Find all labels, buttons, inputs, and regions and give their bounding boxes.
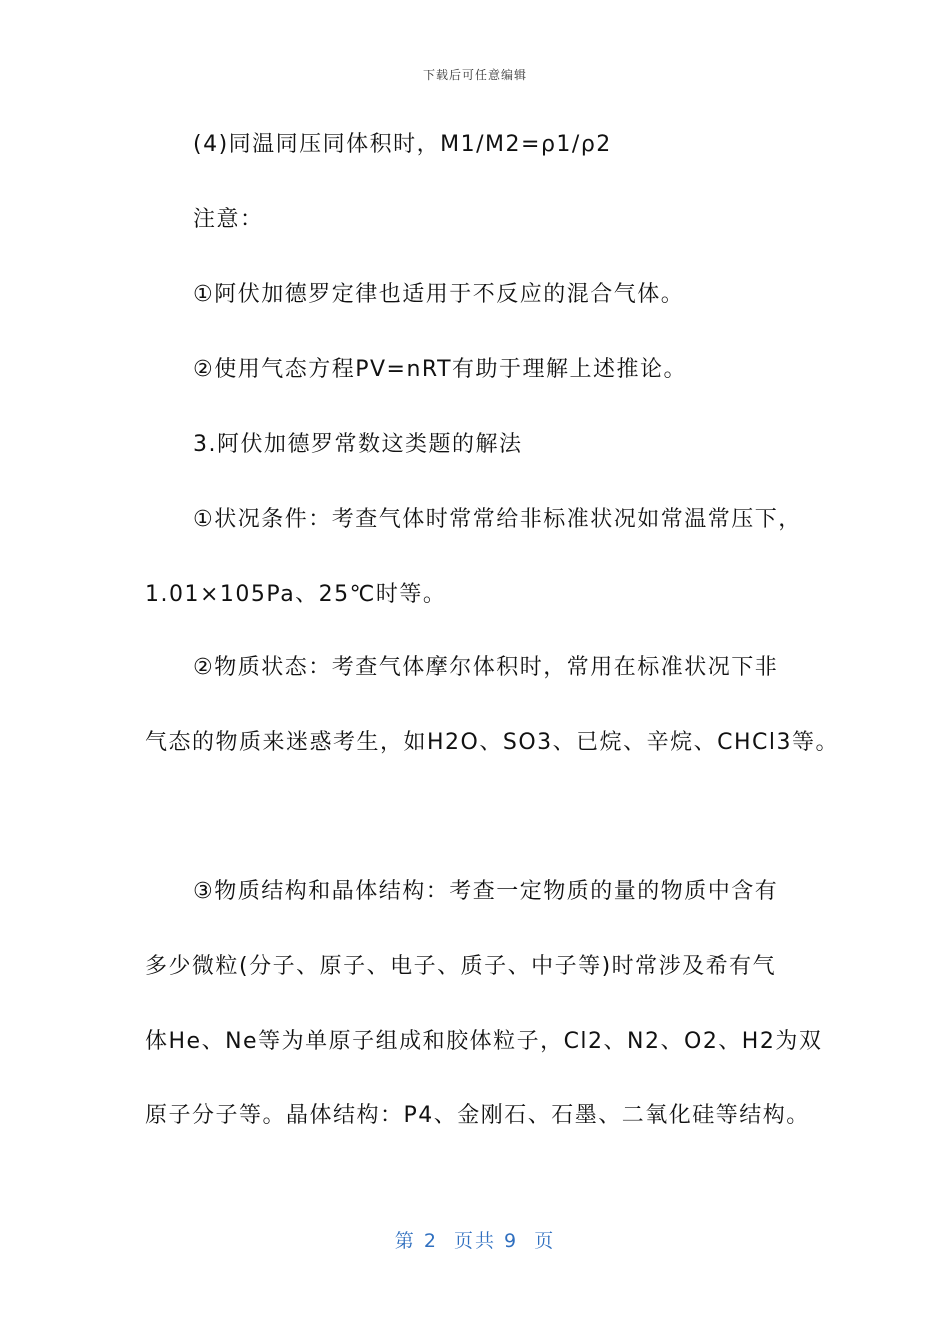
paragraph-line: 体He、Ne等为单原子组成和胶体粒子，Cl2、N2、O2、H2为双 <box>145 1029 823 1054</box>
paragraph-line: (4)同温同压同体积时，M1/M2=ρ1/ρ2 <box>193 132 612 157</box>
paragraph-line: 气态的物质来迷惑考生，如H2O、SO3、已烷、辛烷、CHCl3等。 <box>145 730 840 755</box>
paragraph-line: ①状况条件：考查气体时常常给非标准状况如常温常压下， <box>193 507 802 532</box>
paragraph-line: 原子分子等。晶体结构：P4、金刚石、石墨、二氧化硅等结构。 <box>145 1103 810 1128</box>
paragraph-line: ②使用气态方程PV=nRT有助于理解上述推论。 <box>193 357 688 382</box>
paragraph-line: ①阿伏加德罗定律也适用于不反应的混合气体。 <box>193 282 685 307</box>
paragraph-line: ③物质结构和晶体结构：考查一定物质的量的物质中含有 <box>193 879 779 904</box>
paragraph-line: 注意： <box>193 207 264 232</box>
section-heading: 3.阿伏加德罗常数这类题的解法 <box>193 432 523 457</box>
paragraph-line: ②物质状态：考查气体摩尔体积时，常用在标准状况下非 <box>193 655 779 680</box>
paragraph-line: 多少微粒(分子、原子、电子、质子、中子等)时常涉及希有气 <box>145 954 777 979</box>
header-note: 下载后可任意编辑 <box>422 68 527 82</box>
paragraph-line: 1.01×105Pa、25℃时等。 <box>145 582 447 607</box>
page-number: 第 2 页共 9 页 <box>394 1230 556 1252</box>
